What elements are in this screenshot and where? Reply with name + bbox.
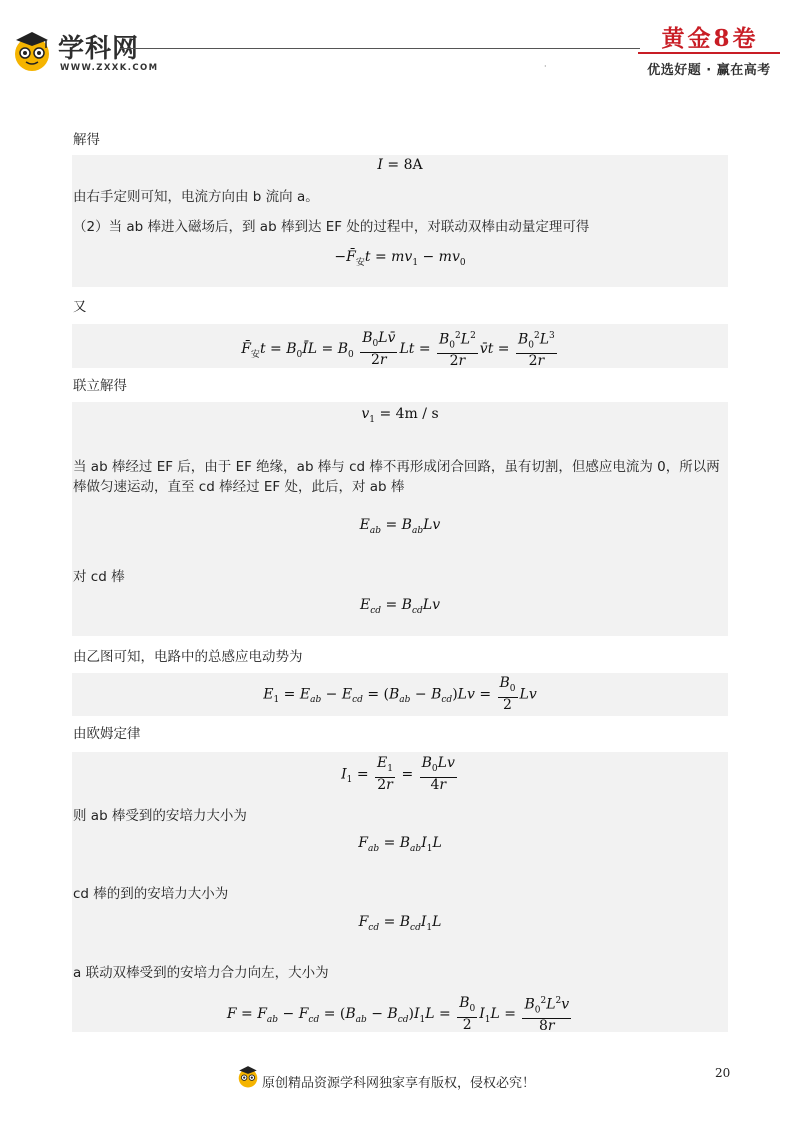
text-force-cd: cd 棒的到的安培力大小为 <box>73 886 229 902</box>
equation-emf-cd: $E_{cd} = B_{cd}Lv$ <box>359 597 440 616</box>
brand-slogan: 优选好题 · 赢在高考 <box>647 63 771 78</box>
brand-underline <box>638 52 780 54</box>
logo-url: WWW.ZXXK.COM <box>60 63 159 73</box>
equation-impulse: $F̄_安t$ = $B_0ĪL = B_0$ $\frac{B_0Lv̄}{2r}$ Lt = $\frac{B_0^2L^2}{2r}$ v̄t = $\frac{B_0^2L^3}{2r}$ <box>241 329 555 370</box>
text-ohms-law: 由欧姆定律 <box>73 726 141 742</box>
brand-title: 黄金8卷 <box>661 25 759 52</box>
equation-velocity: $v_1 = 4m / s$ <box>361 406 439 425</box>
header-divider <box>120 48 640 49</box>
mascot-face-icon <box>236 1064 260 1088</box>
text-for-cd: 对 cd 棒 <box>73 569 125 585</box>
equation-net-force: $F = F_{ab} - F_{cd} = (B_{ab} - B_{cd})I_1L$ = $\frac{B_0}{2}$ $I_1L$ = $\frac{B_0^2L^2v}{8r}$ <box>226 994 570 1035</box>
equation-force-ab: $F_{ab} = B_{ab}I_1L$ <box>358 835 442 854</box>
text-net-force: a 联动双棒受到的安培力合力向左，大小为 <box>73 965 329 981</box>
mascot-face-icon <box>10 28 54 72</box>
equation-force-cd: $F_{cd} = B_{cd}I_1L$ <box>358 914 442 933</box>
equation-current: I = 8A <box>377 157 423 173</box>
text-combine: 联立解得 <box>73 378 127 394</box>
equation-emf-ab: $E_{ab} = B_{ab}Lv$ <box>359 517 441 536</box>
text-solve: 解得 <box>73 132 100 148</box>
copyright-notice: 原创精品资源学科网独家享有版权，侵权必究！ <box>262 1076 536 1091</box>
text-force-ab: 则 ab 棒受到的安培力大小为 <box>73 808 247 824</box>
text-part-2: （2）当 ab 棒进入磁场后，到 ab 棒到达 EF 处的过程中，对联动双棒由动量定理可得 <box>73 219 590 235</box>
text-total-emf: 由乙图可知，电路中的总感应电动势为 <box>73 649 303 665</box>
equation-total-emf: $E_1 = E_{ab} - E_{cd} = (B_{ab} - B_{cd})Lv$ = $\frac{B_0}{2}$ Lv <box>263 675 537 713</box>
page-number: 20 <box>715 1066 731 1080</box>
equation-momentum: $-F̄_安t = mv_1 - mv_0$ <box>334 249 466 268</box>
equation-current-i1: $I_1$ = $\frac{E_1}{2r}$ = $\frac{B_0Lv}{4r}$ <box>341 755 455 793</box>
text-also: 又 <box>73 299 87 315</box>
text-ab-passes-ef: 当 ab 棒经过 EF 后，由于 EF 绝缘，ab 棒与 cd 棒不再形成闭合回路，虽有切割，但感应电流为 0，所以两棒做匀速运动，直至 cd 棒经过 EF 处，此后，对 ab 棒 <box>73 459 720 495</box>
logo-text: 学科网 <box>58 34 140 64</box>
decorative-dot: · <box>544 62 547 71</box>
text-right-hand-rule: 由右手定则可知，电流方向由 b 流向 a。 <box>73 189 319 205</box>
